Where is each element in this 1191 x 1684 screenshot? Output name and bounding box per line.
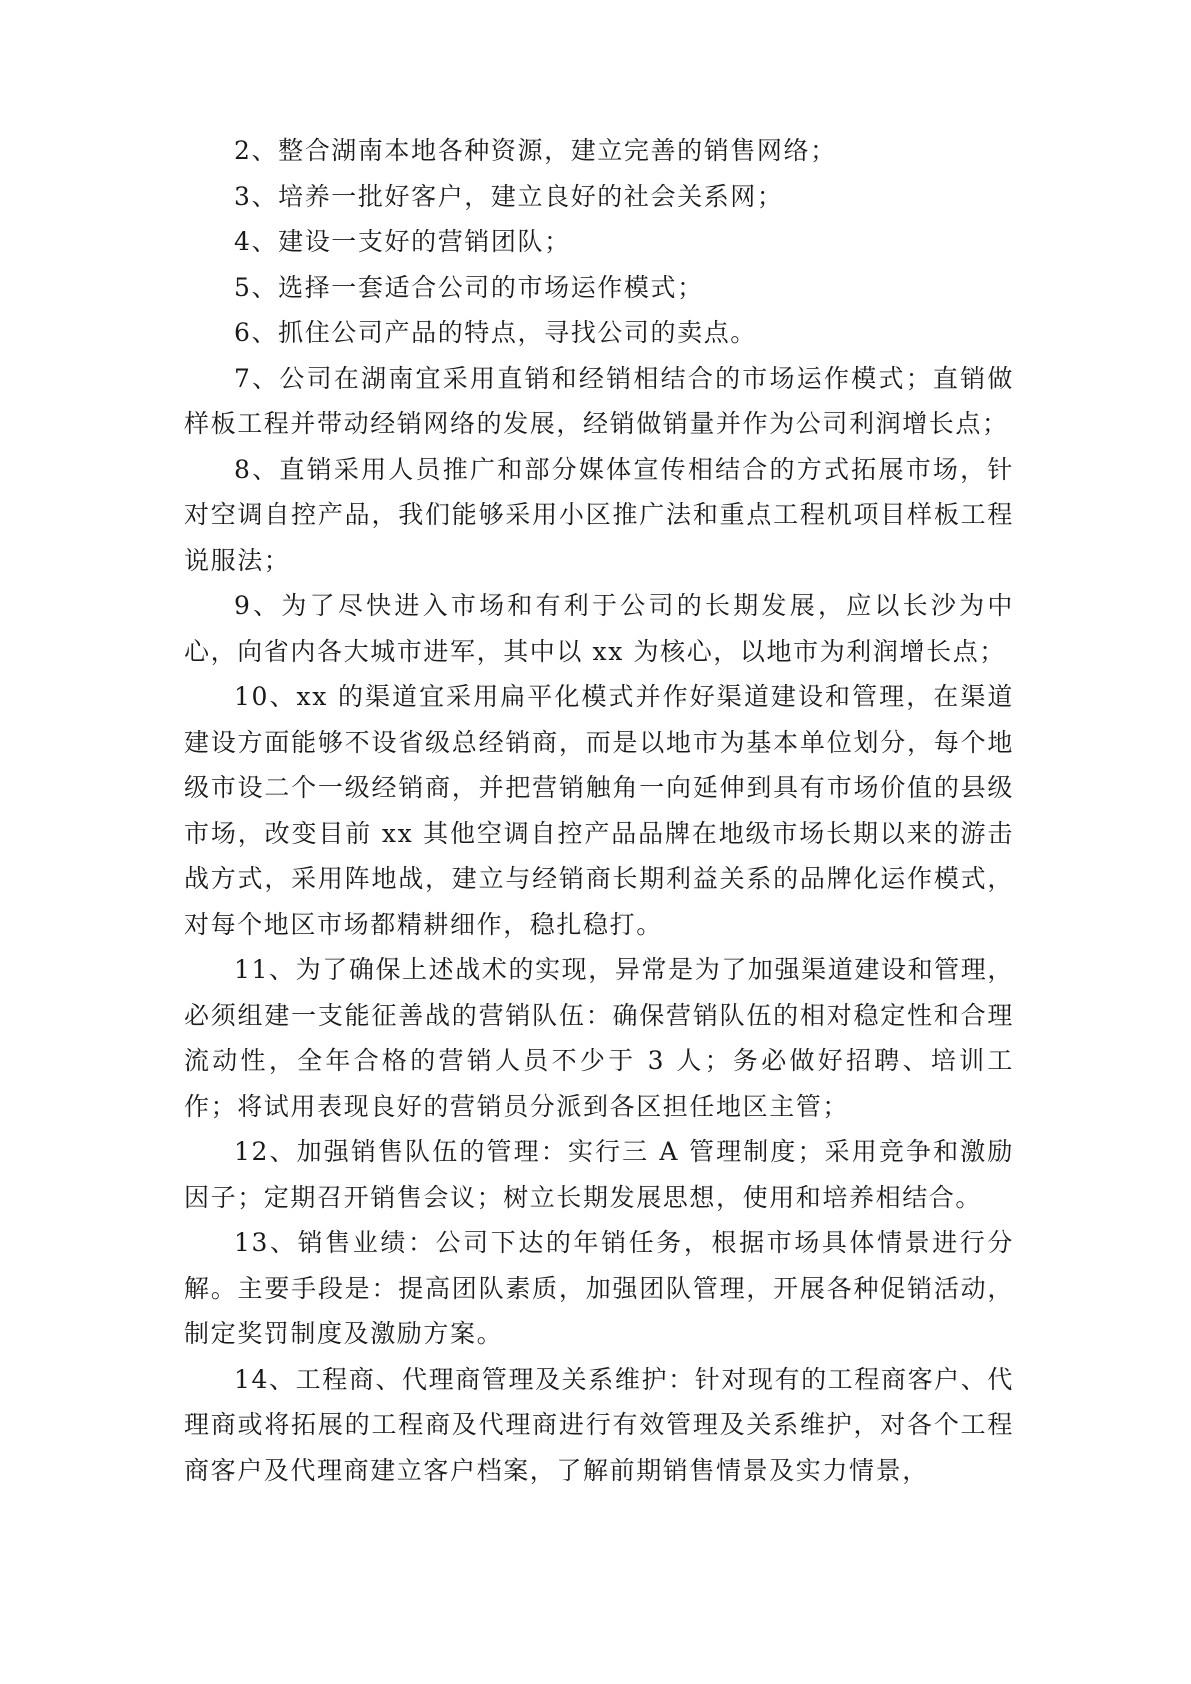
paragraph-item-3: 3、培养一批好客户，建立良好的社会关系网； [234, 181, 784, 211]
paragraph-item-6: 6、抓住公司产品的特点，寻找公司的卖点。 [234, 318, 757, 347]
paragraph-item-12: 12、加强销售队伍的管理：实行三 A 管理制度；采用竞争和激励因子；定期召开销售会议；树立长期发展思想，使用和培养相结合。 [184, 1137, 1014, 1212]
paragraph-item-5: 5、选择一套适合公司的市场运作模式； [234, 272, 704, 302]
paragraph-item-8: 8、直销采用人员推广和部分媒体宣传相结合的方式拓展市场，针对空调自控产品，我们能够采用小区推广法和重点工程机项目样板工程说服法； [184, 454, 1014, 575]
paragraph-item-4: 4、建设一支好的营销团队； [234, 227, 571, 256]
paragraph-item-11: 11、为了确保上述战术的实现，异常是为了加强渠道建设和管理，必须组建一支能征善战的营销队伍：确保营销队伍的相对稳定性和合理流动性，全年合格的营销人员不少于 3 人；务必做好招聘、培训工作；将试用表现良好的营销员分派到各区担任地区主管； [184, 955, 1014, 1121]
paragraph-item-2: 2、整合湖南本地各种资源，建立完善的销售网络； [234, 136, 837, 165]
paragraph-item-13: 13、销售业绩：公司下达的年销任务，根据市场具体情景进行分解。主要手段是：提高团队素质，加强团队管理，开展各种促销活动，制定奖罚制度及激励方案。 [184, 1228, 1014, 1348]
paragraph-item-9: 9、为了尽快进入市场和有利于公司的长期发展，应以长沙为中心，向省内各大城市进军，其中以 xx 为核心，以地市为利润增长点； [184, 591, 1014, 666]
paragraph-item-7: 7、公司在湖南宜采用直销和经销相结合的市场运作模式；直销做样板工程并带动经销网络的发展，经销做销量并作为公司利润增长点； [184, 363, 1014, 438]
paragraph-item-14: 14、工程商、代理商管理及关系维护：针对现有的工程商客户、代理商或将拓展的工程商及代理商进行有效管理及关系维护，对各个工程商客户及代理商建立客户档案，了解前期销售情景及实力情景， [184, 1364, 1014, 1485]
paragraph-item-10: 10、xx 的渠道宜采用扁平化模式并作好渠道建设和管理，在渠道建设方面能够不设省级总经销商，而是以地市为基本单位划分，每个地级市设二个一级经销商，并把营销触角一向延伸到具有市场价值的县级市场，改变目前 xx 其他空调自控产品品牌在地级市场长期以来的游击战方式，采用阵地战，建立与经销商长期利益关系的品牌化运作模式，对每个地区市场都精耕细作，稳扎稳打。 [184, 682, 1014, 939]
document-body [184, 128, 1014, 1493]
